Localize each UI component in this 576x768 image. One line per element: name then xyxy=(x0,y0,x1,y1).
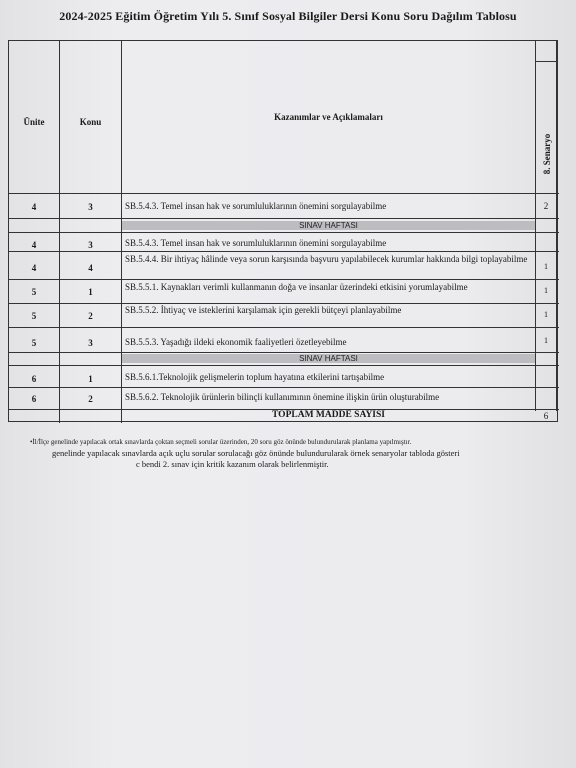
senaryo-top-line xyxy=(535,61,557,62)
cell-senaryo: 1 xyxy=(544,336,548,345)
row-line xyxy=(9,327,559,328)
cell-unite: 6 xyxy=(31,374,37,384)
row-line xyxy=(9,232,559,233)
footnotes xyxy=(30,437,560,470)
row-line xyxy=(9,251,559,252)
row-line xyxy=(9,218,559,219)
row-line xyxy=(9,303,559,304)
header-konu: Konu xyxy=(79,117,102,127)
cell-unite: 5 xyxy=(31,338,37,348)
cell-konu: 3 xyxy=(88,338,93,348)
cell-kazanim: SB.5.5.2. İhtiyaç ve isteklerini karşılamak için gerekli bütçeyi planlayabilme xyxy=(125,305,402,315)
row-line xyxy=(9,279,559,280)
cell-kazanim: SB.5.6.2. Teknolojik ürünlerin bilinçli kullanımının önemine ilişkin ürün oluşturabilme xyxy=(125,392,440,402)
document-title: 2024-2025 Eğitim Öğretim Yılı 5. Sınıf Sosyal Bilgiler Dersi Konu Soru Dağılım Tablosu xyxy=(59,9,517,23)
cell-kazanim: SB.5.4.4. Bir ihtiyaç hâlinde veya sorun karşısında başvuru yapılabilecek kurumlar hakkında bilgi toplayabilme xyxy=(125,254,528,264)
row-line xyxy=(9,365,559,366)
cell-konu: 1 xyxy=(88,287,93,297)
cell-konu: 3 xyxy=(88,202,93,212)
cell-unite: 6 xyxy=(31,394,37,404)
cell-senaryo: 1 xyxy=(544,262,548,271)
col-divider xyxy=(535,41,536,411)
cell-kazanim: SB.5.5.1. Kaynakları verimli kullanmanın doğa ve insanlar üzerindeki etkisini yorumlayabilme xyxy=(125,282,468,292)
cell-unite: 4 xyxy=(31,240,37,250)
cell-senaryo: 2 xyxy=(543,201,549,211)
cell-konu: 3 xyxy=(88,240,93,250)
footnote-1: •İl/İlçe genelinde yapılacak ortak sınavlarda çoktan seçmeli sorular üzerinden, 20 soru göz önünde bulundurularak planlama yapılmıştır. xyxy=(30,438,412,446)
cell-unite: 5 xyxy=(31,311,37,321)
cell-konu: 2 xyxy=(88,311,93,321)
row-line xyxy=(9,352,559,353)
cell-senaryo: 1 xyxy=(544,310,548,319)
row-line xyxy=(9,387,559,388)
cell-konu: 2 xyxy=(88,394,93,404)
cell-kazanim: SB.5.4.3. Temel insan hak ve sorumluluklarının önemini sorgulayabilme xyxy=(125,201,387,211)
footnote-2: genelinde yapılacak sınavlarda açık uçlu sorular sorulacağı göz önünde bulundurularak örnek senaryolar tabloda gösteri xyxy=(52,448,460,458)
cell-unite: 4 xyxy=(31,263,37,273)
footnote-3: c bendi 2. sınav için kritik kazanım olarak belirlenmiştir. xyxy=(136,459,329,469)
cell-unite: 5 xyxy=(31,287,37,297)
header-kazanimlar: Kazanımlar ve Açıklamaları xyxy=(274,112,383,122)
exam-week-band: SINAV HAFTASI xyxy=(122,221,535,230)
header-bottom-line xyxy=(9,193,559,194)
header-senaryo: 8. Senaryo xyxy=(542,133,552,175)
cell-kazanim: SB.5.6.1.Teknolojik gelişmelerin toplum hayatına etkilerini tartışabilme xyxy=(125,372,385,382)
distribution-table xyxy=(8,40,558,422)
cell-kazanim: SB.5.4.3. Temel insan hak ve sorumluluklarının önemini sorgulayabilme xyxy=(125,238,387,248)
header-unite: Ünite xyxy=(23,117,45,127)
cell-kazanim: SB.5.5.3. Yaşadığı ildeki ekonomik faaliyetleri özetleyebilme xyxy=(125,337,347,347)
exam-week-band: SINAV HAFTASI xyxy=(122,354,535,363)
cell-konu: 1 xyxy=(88,374,93,384)
total-value: 6 xyxy=(543,411,549,421)
cell-konu: 4 xyxy=(88,263,93,273)
col-divider xyxy=(556,41,557,411)
total-label: TOPLAM MADDE SAYISI xyxy=(272,410,385,420)
cell-senaryo: 1 xyxy=(544,286,548,295)
cell-unite: 4 xyxy=(31,202,37,212)
